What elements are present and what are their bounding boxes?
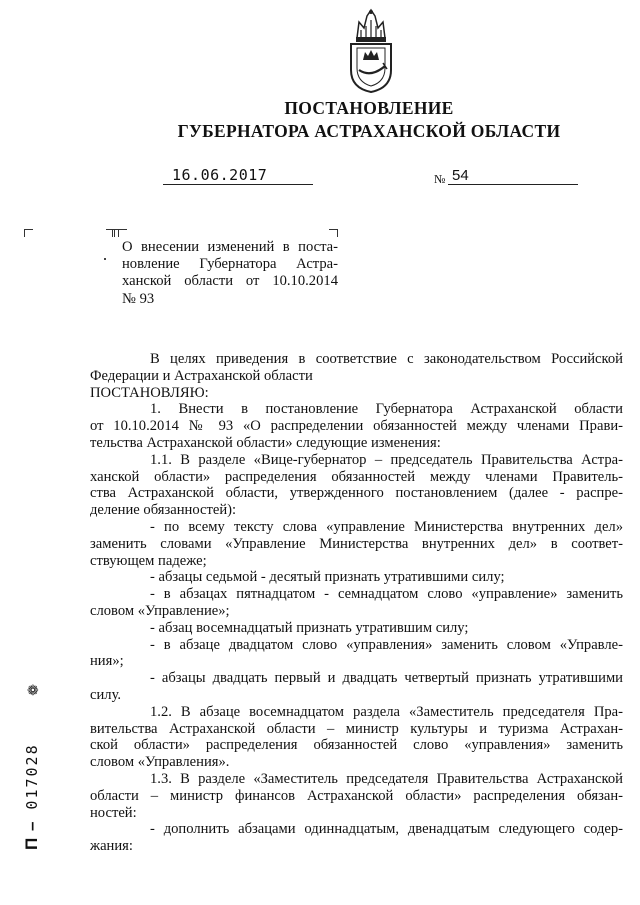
body-line: ния»; [90, 653, 124, 670]
corner-mark [329, 229, 338, 237]
serial-stamp [22, 743, 42, 850]
number-underline [448, 184, 578, 185]
body-line: ства Астраханской области, утвержденного постановлением (далее - распре- [90, 485, 623, 502]
body-line: ской области» распределения обязанностей слово «управления» заменить [90, 737, 623, 754]
body-line: заменить словами «Управление Министерства внутренних дел» в соответ- [90, 535, 623, 552]
corner-mark [24, 229, 33, 237]
subject-line: новление Губернатора Астра- [122, 256, 338, 273]
body-line: ПОСТАНОВЛЯЮ: [90, 384, 209, 401]
coat-of-arms-icon [339, 8, 403, 94]
date-underline [163, 184, 313, 185]
body-line: словом «Управление»; [90, 602, 230, 619]
body-line: - абзац восемнадцатый признать утратившим силу; [150, 619, 469, 636]
body-line: Федерации и Астраханской области [90, 367, 313, 384]
body-line: - абзацы двадцать первый и двадцать четвертый признать утратившими [150, 670, 623, 687]
subject-line: № 93 [122, 290, 155, 307]
body-line: 1.2. В абзаце восемнадцатом раздела «Заместитель председателя Пра- [150, 703, 623, 720]
dot-mark [104, 258, 106, 260]
body-line: В целях приведения в соответствие с законодательством Российской [150, 351, 623, 367]
body-line: 1.3. В разделе «Заместитель председателя Правительства Астраханской [150, 770, 623, 787]
document-issuer: ГУБЕРНАТОРА АСТРАХАНСКОЙ ОБЛАСТИ [177, 121, 561, 141]
body-line: - по всему тексту слова «управление Министерства внутренних дел» [150, 518, 623, 535]
body-line: 1. Внести в постановление Губернатора Астраханской области [150, 401, 623, 418]
body-line: ностей: [90, 804, 137, 821]
body-line: деление обязанностей): [90, 502, 237, 519]
body-line: области – министр финансов Астраханской области» распределения обязан- [90, 787, 623, 804]
document-number: 54 [452, 167, 469, 184]
document-date: 16.06.2017 [172, 166, 268, 184]
subject-line: ханской области от 10.10.2014 [122, 273, 338, 290]
body-line: жания: [90, 838, 133, 855]
number-sign: № [434, 172, 446, 186]
gear-icon: ❁ [27, 684, 39, 699]
document-title: ПОСТАНОВЛЕНИЕ [284, 98, 454, 118]
document-body [90, 351, 623, 855]
document-subject [122, 239, 338, 308]
body-line: - в абзацах пятнадцатом - семнадцатом слово «управление» заменить [150, 586, 623, 603]
body-line: - в абзаце двадцатом слово «управления» заменить словом «Управле- [150, 636, 623, 653]
body-line: вительства Астраханской области – министр культуры и туризма Астрахан- [90, 720, 623, 737]
subject-line: О внесении изменений в поста- [122, 239, 338, 255]
body-line: от 10.10.2014 № 93 «О распределении обязанностей между членами Прави- [90, 418, 623, 435]
body-line: тельства Астраханской области» следующие изменения: [90, 434, 441, 451]
body-line: ствующем падеже; [90, 552, 207, 569]
body-line: 1.1. В разделе «Вице-губернатор – председатель Правительства Астра- [150, 451, 623, 468]
body-line: словом «Управления». [90, 754, 230, 771]
body-line: силу. [90, 686, 122, 703]
body-line: - дополнить абзацами одиннадцатым, двенадцатым следующего содер- [150, 821, 623, 838]
corner-mark [118, 229, 127, 237]
serial-number: 017028 [23, 743, 41, 810]
body-line: - абзацы седьмой - десятый признать утратившими силу; [150, 569, 505, 586]
serial-series: П – [22, 820, 41, 850]
body-line: ханской области» распределения обязанностей между членами Правитель- [90, 468, 623, 485]
